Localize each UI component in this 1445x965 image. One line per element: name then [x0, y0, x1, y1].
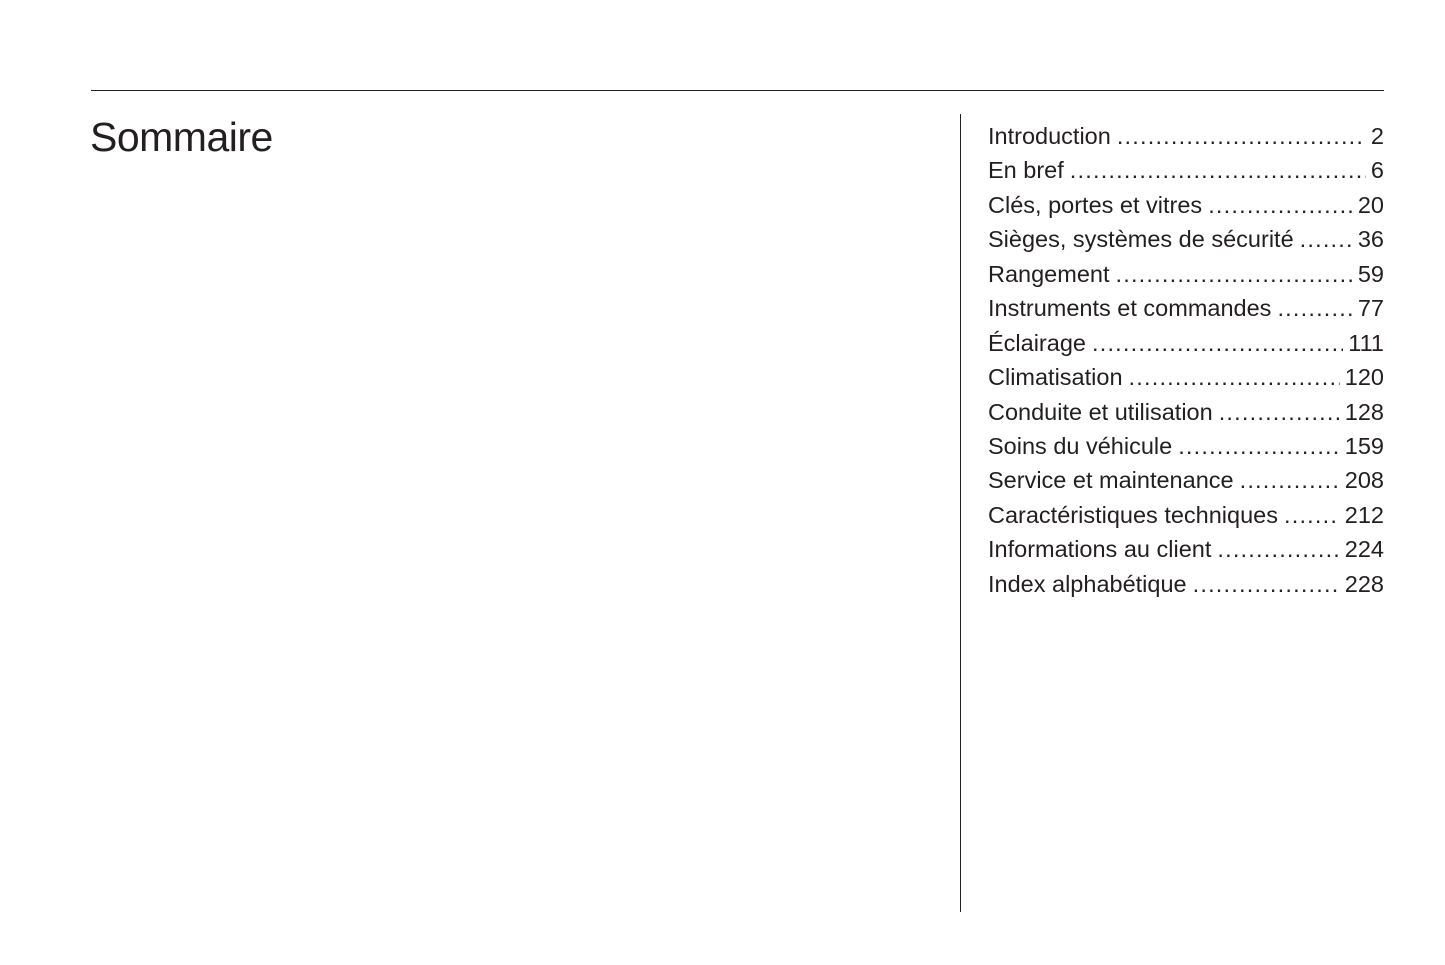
toc-entry-cles-portes-vitres[interactable] [988, 188, 1384, 222]
toc-entry-instruments-commandes[interactable] [988, 291, 1384, 325]
toc-entry-caracteristiques-techniques[interactable] [988, 498, 1384, 532]
dot-leader [1129, 360, 1340, 394]
toc-entry-conduite-utilisation[interactable] [988, 395, 1384, 429]
toc-entry-page-number: 224 [1344, 536, 1384, 563]
toc-entry-introduction[interactable] [988, 119, 1384, 153]
toc-entry-rangement[interactable] [988, 257, 1384, 291]
toc-entry-soins-vehicule[interactable] [988, 429, 1384, 463]
dot-leader [1217, 532, 1339, 566]
toc-entry-index-alphabetique[interactable] [988, 567, 1384, 601]
toc-entry-label: Caractéristiques techniques [988, 501, 1278, 528]
dot-leader [1300, 222, 1353, 256]
toc-entry-label: Index alphabétique [988, 570, 1187, 597]
dot-leader [1240, 463, 1340, 497]
dot-leader [1116, 257, 1353, 291]
toc-entry-sieges-securite[interactable] [988, 222, 1384, 256]
toc-entry-page-number: 212 [1344, 501, 1384, 528]
toc-entry-page-number: 120 [1344, 364, 1384, 391]
toc-entry-label: En bref [988, 157, 1064, 184]
dot-leader [1092, 326, 1343, 360]
dot-leader [1208, 188, 1353, 222]
toc-entry-label: Rangement [988, 260, 1110, 287]
page-title: Sommaire [90, 114, 273, 160]
dot-leader [1284, 498, 1340, 532]
toc-entry-page-number: 77 [1357, 295, 1384, 322]
toc-entry-en-bref[interactable] [988, 153, 1384, 187]
toc-entry-page-number: 20 [1357, 191, 1384, 218]
toc-entry-label: Soins du véhicule [988, 432, 1173, 459]
column-divider [960, 114, 961, 912]
dot-leader [1219, 395, 1340, 429]
table-of-contents [988, 119, 1384, 601]
dot-leader [1117, 119, 1366, 153]
header-rule [91, 90, 1384, 91]
toc-entry-label: Climatisation [988, 364, 1123, 391]
toc-entry-label: Introduction [988, 123, 1111, 149]
toc-entry-label: Sièges, systèmes de sécurité [988, 226, 1294, 253]
toc-entry-page-number: 228 [1344, 570, 1384, 597]
toc-entry-informations-client[interactable] [988, 532, 1384, 566]
toc-entry-label: Service et maintenance [988, 467, 1234, 494]
toc-entry-eclairage[interactable] [988, 326, 1384, 360]
toc-entry-page-number: 208 [1344, 467, 1384, 494]
dot-leader [1070, 153, 1366, 187]
dot-leader [1178, 429, 1340, 463]
toc-entry-label: Clés, portes et vitres [988, 191, 1203, 218]
toc-entry-label: Informations au client [988, 536, 1212, 563]
toc-entry-page-number: 2 [1370, 123, 1384, 149]
toc-entry-service-maintenance[interactable] [988, 463, 1384, 497]
toc-entry-page-number: 59 [1357, 260, 1384, 287]
toc-entry-label: Conduite et utilisation [988, 398, 1213, 425]
toc-entry-page-number: 36 [1357, 226, 1384, 253]
toc-entry-page-number: 111 [1348, 329, 1384, 356]
toc-entry-page-number: 159 [1344, 432, 1384, 459]
toc-entry-label: Éclairage [988, 329, 1086, 356]
toc-entry-page-number: 6 [1370, 157, 1384, 184]
toc-entry-climatisation[interactable] [988, 360, 1384, 394]
toc-entry-label: Instruments et commandes [988, 295, 1272, 322]
dot-leader [1277, 291, 1352, 325]
dot-leader [1193, 567, 1340, 601]
toc-entry-page-number: 128 [1344, 398, 1384, 425]
